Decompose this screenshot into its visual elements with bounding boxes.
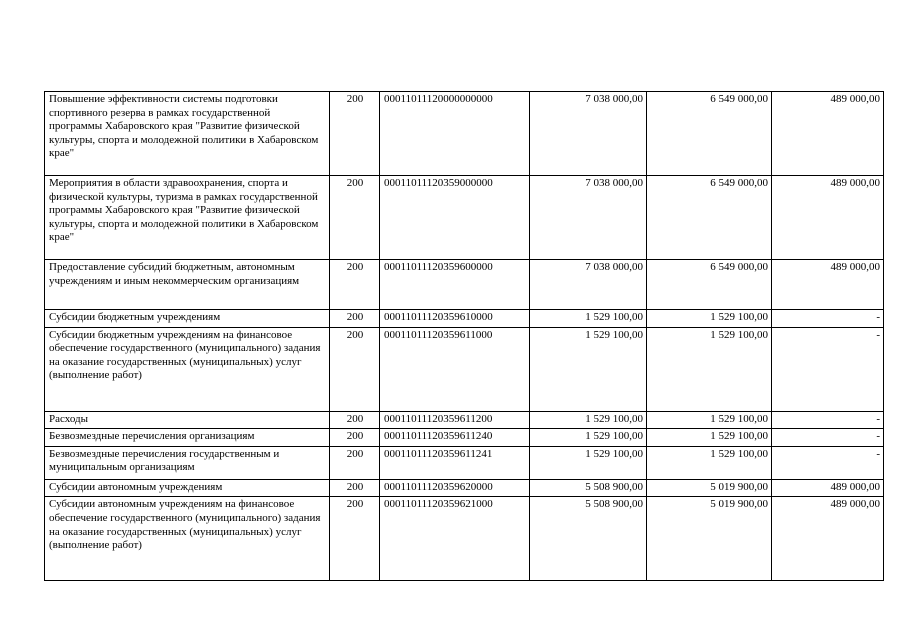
table-row bbox=[45, 429, 884, 447]
row-code: 200 bbox=[330, 497, 380, 581]
table-row bbox=[45, 260, 884, 310]
row-executed: 5 019 900,00 bbox=[647, 497, 772, 581]
row-unexecuted: - bbox=[772, 310, 884, 328]
row-approved: 1 529 100,00 bbox=[530, 310, 647, 328]
budget-table-body bbox=[45, 92, 884, 581]
budget-table bbox=[44, 91, 884, 581]
row-unexecuted: - bbox=[772, 411, 884, 429]
row-code: 200 bbox=[330, 429, 380, 447]
row-approved: 1 529 100,00 bbox=[530, 411, 647, 429]
table-row bbox=[45, 176, 884, 260]
table-row bbox=[45, 92, 884, 176]
row-name: Субсидии бюджетным учреждениям на финансовое обеспечение государственного (муниципального) задания на оказание государственных (муниципальных) услуг (выполнение работ) bbox=[45, 327, 330, 411]
row-code: 200 bbox=[330, 310, 380, 328]
table-row bbox=[45, 497, 884, 581]
row-unexecuted: - bbox=[772, 327, 884, 411]
row-approved: 7 038 000,00 bbox=[530, 260, 647, 310]
row-code: 200 bbox=[330, 176, 380, 260]
row-kbk: 00011011120359611000 bbox=[380, 327, 530, 411]
row-approved: 7 038 000,00 bbox=[530, 92, 647, 176]
row-unexecuted: 489 000,00 bbox=[772, 497, 884, 581]
row-unexecuted: - bbox=[772, 429, 884, 447]
table-row bbox=[45, 327, 884, 411]
row-executed: 1 529 100,00 bbox=[647, 429, 772, 447]
row-unexecuted: 489 000,00 bbox=[772, 176, 884, 260]
row-executed: 1 529 100,00 bbox=[647, 411, 772, 429]
row-kbk: 00011011120359610000 bbox=[380, 310, 530, 328]
row-executed: 6 549 000,00 bbox=[647, 176, 772, 260]
row-code: 200 bbox=[330, 411, 380, 429]
row-name: Расходы bbox=[45, 411, 330, 429]
row-name: Субсидии автономным учреждениям bbox=[45, 479, 330, 497]
row-kbk: 00011011120359611240 bbox=[380, 429, 530, 447]
row-name: Повышение эффективности системы подготовки спортивного резерва в рамках государственной программы Хабаровского края "Развитие физической культуры, спорта и молодежной политики в Хабаровском крае" bbox=[45, 92, 330, 176]
row-approved: 1 529 100,00 bbox=[530, 446, 647, 479]
row-approved: 5 508 900,00 bbox=[530, 497, 647, 581]
row-executed: 1 529 100,00 bbox=[647, 310, 772, 328]
row-approved: 1 529 100,00 bbox=[530, 327, 647, 411]
row-kbk: 00011011120359621000 bbox=[380, 497, 530, 581]
row-executed: 1 529 100,00 bbox=[647, 327, 772, 411]
row-code: 200 bbox=[330, 327, 380, 411]
row-executed: 6 549 000,00 bbox=[647, 92, 772, 176]
row-name: Субсидии автономным учреждениям на финансовое обеспечение государственного (муниципального) задания на оказание государственных (муниципальных) услуг (выполнение работ) bbox=[45, 497, 330, 581]
row-code: 200 bbox=[330, 446, 380, 479]
table-row bbox=[45, 479, 884, 497]
row-code: 200 bbox=[330, 260, 380, 310]
row-name: Предоставление субсидий бюджетным, автономным учреждениям и иным некоммерческим организациям bbox=[45, 260, 330, 310]
row-name: Субсидии бюджетным учреждениям bbox=[45, 310, 330, 328]
row-unexecuted: 489 000,00 bbox=[772, 479, 884, 497]
row-executed: 1 529 100,00 bbox=[647, 446, 772, 479]
row-approved: 1 529 100,00 bbox=[530, 429, 647, 447]
row-executed: 5 019 900,00 bbox=[647, 479, 772, 497]
row-unexecuted: - bbox=[772, 446, 884, 479]
row-unexecuted: 489 000,00 bbox=[772, 92, 884, 176]
row-kbk: 00011011120359611200 bbox=[380, 411, 530, 429]
row-executed: 6 549 000,00 bbox=[647, 260, 772, 310]
row-code: 200 bbox=[330, 479, 380, 497]
row-approved: 7 038 000,00 bbox=[530, 176, 647, 260]
row-kbk: 00011011120000000000 bbox=[380, 92, 530, 176]
row-name: Безвозмездные перечисления организациям bbox=[45, 429, 330, 447]
row-approved: 5 508 900,00 bbox=[530, 479, 647, 497]
table-row bbox=[45, 446, 884, 479]
row-kbk: 00011011120359620000 bbox=[380, 479, 530, 497]
row-kbk: 00011011120359600000 bbox=[380, 260, 530, 310]
row-code: 200 bbox=[330, 92, 380, 176]
table-row bbox=[45, 411, 884, 429]
row-name: Безвозмездные перечисления государственным и муниципальным организациям bbox=[45, 446, 330, 479]
row-name: Мероприятия в области здравоохранения, спорта и физической культуры, туризма в рамках государственной программы Хабаровского края "Развитие физической культуры, спорта и молодежной политики в Хабаровском крае" bbox=[45, 176, 330, 260]
table-row bbox=[45, 310, 884, 328]
row-unexecuted: 489 000,00 bbox=[772, 260, 884, 310]
row-kbk: 00011011120359000000 bbox=[380, 176, 530, 260]
row-kbk: 00011011120359611241 bbox=[380, 446, 530, 479]
